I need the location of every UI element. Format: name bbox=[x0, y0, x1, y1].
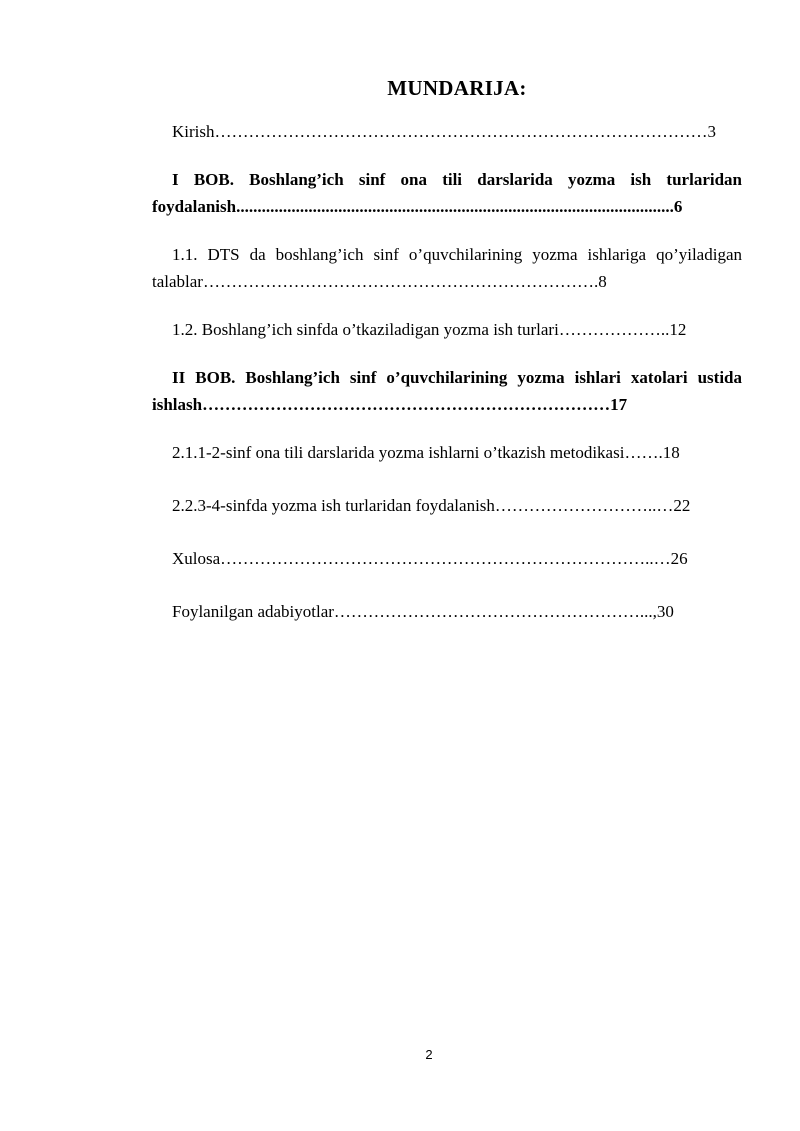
toc-entry-section-2-2: 2.2.3-4-sinfda yozma ish turlaridan foydalanish………………………..…22 bbox=[172, 496, 691, 515]
toc-entry-chapter-2: II BOB. Boshlang’ich sinf o’quvchilarining yozma ishlari xatolari ustida ishlash………………………………………………………………17 bbox=[152, 368, 742, 414]
toc-entry-kirish: Kirish……………………………………………………………………………3 bbox=[172, 122, 716, 141]
toc-entry-section-1-2: 1.2. Boshlang’ich sinfda o’tkaziladigan yozma ish turlari………………..12 bbox=[172, 320, 687, 339]
toc-entry-section-1-1: 1.1. DTS da boshlang’ich sinf o’quvchilarining yozma ishlariga qo’yiladigan talablar…………………………………………………………….8 bbox=[152, 245, 742, 291]
page-title: MUNDARIJA: bbox=[387, 76, 527, 100]
toc-entry-chapter-1: I BOB. Boshlang’ich sinf ona tili darslarida yozma ish turlaridan foydalanish.......................................................................................................6 bbox=[152, 170, 742, 216]
toc-entry-xulosa: Xulosa…………………………………………………………………..…26 bbox=[172, 549, 688, 568]
toc-entry-section-2-1: 2.1.1-2-sinf ona tili darslarida yozma ishlarni o’tkazish metodikasi…….18 bbox=[172, 443, 680, 462]
toc-entry-adabiyotlar: Foylanilgan adabiyotlar………………………………………………...,30 bbox=[172, 602, 674, 621]
page-number: 2 bbox=[425, 1047, 433, 1062]
table-of-contents bbox=[152, 118, 742, 625]
